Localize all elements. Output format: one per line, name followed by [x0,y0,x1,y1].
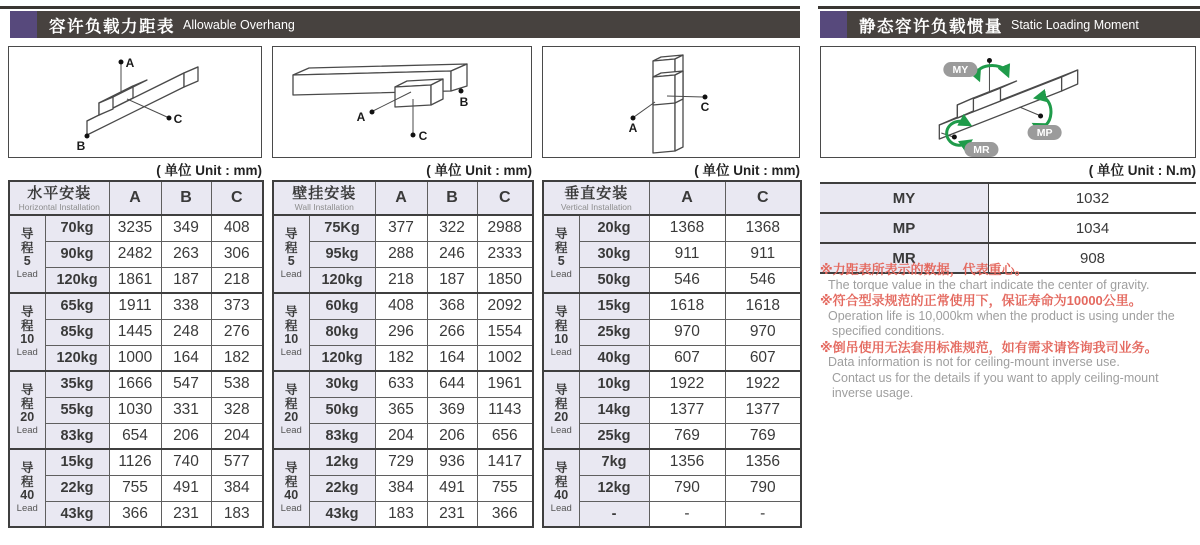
load-cell: 14kg [579,397,649,423]
value-cell: 2092 [477,293,533,319]
value-cell: 3235 [109,215,161,241]
table-row [9,345,263,371]
value-cell: 1126 [109,449,161,475]
value-cell: 306 [211,241,263,267]
value-cell: 369 [427,397,477,423]
table-row [9,293,263,319]
value-cell: 769 [649,423,725,449]
load-cell: 43kg [45,501,109,527]
overhang-table-wall [272,180,534,528]
svg-text:C: C [173,112,183,126]
load-cell: 20kg [579,215,649,241]
value-cell: 1002 [477,345,533,371]
moment-table [820,182,1196,274]
table-row [9,319,263,345]
load-cell: 90kg [45,241,109,267]
load-cell: 55kg [45,397,109,423]
carriage-block [653,71,683,105]
value-cell: 1850 [477,267,533,293]
horizontal-installation-diagram [8,46,262,158]
unit-label-mm: ( 单位 Unit : mm) [156,163,262,178]
table-row [9,501,263,527]
value-cell: 266 [427,319,477,345]
moment-value-my: 1032 [989,183,1197,213]
value-cell: 2482 [109,241,161,267]
table-row [543,475,801,501]
moment-label-mp: MP [820,213,989,243]
value-cell: 218 [211,267,263,293]
table-row [273,215,533,241]
value-cell: 1554 [477,319,533,345]
load-cell: 120kg [45,267,109,293]
table-row [9,423,263,449]
svg-text:A: A [125,56,135,70]
value-cell: 936 [427,449,477,475]
table-row [820,183,1196,213]
note-line-en: The torque value in the chart indicate the center of gravity. [828,277,1150,292]
table-row [273,267,533,293]
value-cell: 331 [161,397,211,423]
table-row [9,241,263,267]
value-cell: 183 [211,501,263,527]
table-title-zh: 垂直安装 [564,184,629,202]
lead-label: 导 程 5 Lead [543,215,579,293]
lead-label: 导 程 20 Lead [9,371,45,449]
lead-label: 导 程 5 Lead [9,215,45,293]
note-line-en: Operation life is 10,000km when the product is using under the [828,308,1175,323]
value-cell: 633 [375,371,427,397]
load-cell: 83kg [309,423,375,449]
lead-label: 导 程 10 Lead [9,293,45,371]
column-header: A [375,181,427,215]
table-title-en: Wall Installation [294,201,354,212]
value-cell: 790 [725,475,801,501]
section-header-overhang [0,6,800,38]
table-row [9,371,263,397]
unit-label-mm: ( 单位 Unit : mm) [426,163,532,178]
table-row [9,475,263,501]
table-row [9,397,263,423]
value-cell: 1143 [477,397,533,423]
load-cell: 50kg [309,397,375,423]
lead-label: 导 程 20 Lead [273,371,309,449]
value-cell: 1000 [109,345,161,371]
value-cell: 1417 [477,449,533,475]
value-cell: 911 [649,241,725,267]
load-cell: 15kg [579,293,649,319]
column-header: A [649,181,725,215]
value-cell: 1445 [109,319,161,345]
value-cell: 164 [427,345,477,371]
load-cell: 35kg [45,371,109,397]
value-cell: 276 [211,319,263,345]
load-cell: 22kg [45,475,109,501]
moment-title-bar [847,11,1200,38]
note-line-en: specified conditions. [832,324,945,338]
overhang-table-vertical [542,180,802,528]
value-cell: 1861 [109,267,161,293]
lead-label: 导 程 5 Lead [273,215,309,293]
table-row [273,319,533,345]
value-cell: 740 [161,449,211,475]
table-title-en: Vertical Installation [560,201,632,212]
value-cell: 377 [375,215,427,241]
note-line-en: inverse usage. [832,386,914,400]
table-title-zh: 壁挂安装 [292,184,357,202]
value-cell: 546 [649,267,725,293]
value-cell: 538 [211,371,263,397]
svg-text:B: B [76,139,86,153]
svg-text:B: B [459,95,469,109]
value-cell: 1618 [725,293,801,319]
value-cell: 2988 [477,215,533,241]
unit-label-mm: ( 单位 Unit : mm) [694,163,800,178]
load-cell: 43kg [309,501,375,527]
value-cell: 1618 [649,293,725,319]
value-cell: 970 [649,319,725,345]
section-header-moment [818,6,1200,38]
moment-value-mr: 908 [989,243,1197,273]
value-cell: 755 [477,475,533,501]
value-cell: 384 [375,475,427,501]
value-cell: 911 [725,241,801,267]
table-title [273,181,375,215]
value-cell: 1368 [725,215,801,241]
value-cell: 2333 [477,241,533,267]
load-cell: 50kg [579,267,649,293]
value-cell: 607 [649,345,725,371]
column-header: A [109,181,161,215]
value-cell: 769 [725,423,801,449]
load-cell: 12kg [309,449,375,475]
value-cell: 644 [427,371,477,397]
top-rule [0,6,800,9]
value-cell: 384 [211,475,263,501]
value-cell: 206 [161,423,211,449]
my-rotation-arrow [977,65,1006,76]
table-row [273,241,533,267]
load-cell: 120kg [309,267,375,293]
table-row [543,319,801,345]
value-cell: - [725,501,801,527]
value-cell: 206 [427,423,477,449]
table-row [543,215,801,241]
moment-label-mr: MR [820,243,989,273]
table-row [273,449,533,475]
accent-square [820,11,847,38]
table-row [9,215,263,241]
value-cell: 654 [109,423,161,449]
value-cell: 1368 [649,215,725,241]
value-cell: 164 [161,345,211,371]
value-cell: 373 [211,293,263,319]
value-cell: 338 [161,293,211,319]
lead-label: 导 程 10 Lead [543,293,579,371]
load-cell: 65kg [45,293,109,319]
value-cell: 577 [211,449,263,475]
moment-title-en: Static Loading Moment [1011,17,1139,32]
value-cell: 547 [161,371,211,397]
load-cell: 85kg [45,319,109,345]
load-cell: 12kg [579,475,649,501]
accent-square [10,11,37,38]
load-cell: 10kg [579,371,649,397]
value-cell: 231 [427,501,477,527]
value-cell: - [649,501,725,527]
value-cell: 246 [427,241,477,267]
svg-text:MR: MR [973,144,990,156]
svg-text:C: C [700,100,710,114]
load-cell: 75Kg [309,215,375,241]
carriage-block [395,79,443,107]
table-row [273,293,533,319]
svg-text:MP: MP [1036,127,1053,139]
table-title-zh: 水平安装 [27,184,92,202]
load-cell: 80kg [309,319,375,345]
moment-title-zh: 静态容许负载惯量 [859,17,1003,36]
note-line-en: Data information is not for ceiling-mount inverse use. [828,355,1120,369]
static-moment-diagram [820,46,1196,158]
value-cell: 1030 [109,397,161,423]
value-cell: 729 [375,449,427,475]
value-cell: 1922 [725,371,801,397]
load-cell: 25kg [579,423,649,449]
notes [820,262,1200,402]
value-cell: 491 [427,475,477,501]
value-cell: 204 [375,423,427,449]
table-row [543,267,801,293]
table-row [9,449,263,475]
value-cell: 187 [161,267,211,293]
table-title [9,181,109,215]
table-row [543,371,801,397]
note-line-en: Contact us for the details if you want to apply ceiling-mount [832,370,1159,385]
value-cell: 368 [427,293,477,319]
value-cell: 204 [211,423,263,449]
lead-label: 导 程 20 Lead [543,371,579,449]
vertical-installation-diagram [542,46,800,158]
value-cell: 408 [375,293,427,319]
svg-text:MY: MY [952,64,969,76]
table-row [820,213,1196,243]
value-cell: 408 [211,215,263,241]
table-title-en: Horizontal Installation [18,201,100,212]
value-cell: 1961 [477,371,533,397]
lead-label: 导 程 40 Lead [9,449,45,527]
value-cell: 182 [211,345,263,371]
value-cell: 546 [725,267,801,293]
column-header: B [427,181,477,215]
note-line-zh: ※符合型录规范的正常使用下，保证寿命为10000公里。 [820,293,1142,308]
table-row [273,371,533,397]
value-cell: 263 [161,241,211,267]
overhang-table-horizontal [8,180,264,528]
column-header: C [477,181,533,215]
value-cell: 790 [649,475,725,501]
value-cell: 1356 [649,449,725,475]
value-cell: 970 [725,319,801,345]
svg-text:A: A [356,110,366,124]
moment-label-my: MY [820,183,989,213]
load-cell: 7kg [579,449,649,475]
table-row [273,501,533,527]
value-cell: 1666 [109,371,161,397]
load-cell: 95kg [309,241,375,267]
unit-label-nm: ( 单位 Unit : N.m) [1088,163,1196,178]
load-cell: 22kg [309,475,375,501]
table-row [273,345,533,371]
value-cell: 366 [477,501,533,527]
value-cell: 1911 [109,293,161,319]
table-row [543,423,801,449]
value-cell: 1922 [649,371,725,397]
value-cell: 607 [725,345,801,371]
overhang-title-en: Allowable Overhang [183,17,295,32]
table-row [273,397,533,423]
load-cell: 83kg [45,423,109,449]
load-cell: 30kg [309,371,375,397]
overhang-title-zh: 容许负载力距表 [49,17,175,36]
note-line-zh: ※倒吊使用无法套用标准规范，如有需求请咨询我司业务。 [820,339,1158,355]
lead-label: 导 程 40 Lead [273,449,309,527]
note-line-zh: ※力距表所表示的数据，代表重心。 [820,262,1028,277]
column-header: B [161,181,211,215]
table-row [543,241,801,267]
value-cell: 1356 [725,449,801,475]
value-cell: 187 [427,267,477,293]
load-cell: 40kg [579,345,649,371]
load-cell: 60kg [309,293,375,319]
value-cell: 328 [211,397,263,423]
value-cell: 491 [161,475,211,501]
value-cell: 349 [161,215,211,241]
value-cell: 183 [375,501,427,527]
svg-text:C: C [418,129,428,143]
table-row [273,475,533,501]
value-cell: 288 [375,241,427,267]
moment-value-mp: 1034 [989,213,1197,243]
value-cell: 365 [375,397,427,423]
mp-rotation-arrow [1038,97,1051,127]
wall-installation-diagram [272,46,532,158]
value-cell: 656 [477,423,533,449]
column-header: C [211,181,263,215]
load-cell: 25kg [579,319,649,345]
load-cell: 70kg [45,215,109,241]
table-row [9,267,263,293]
value-cell: 248 [161,319,211,345]
value-cell: 366 [109,501,161,527]
load-cell: 120kg [309,345,375,371]
value-cell: 1377 [649,397,725,423]
table-row [543,345,801,371]
value-cell: 755 [109,475,161,501]
top-rule [818,6,1200,9]
load-cell: 15kg [45,449,109,475]
overhang-title-bar [37,11,800,38]
value-cell: 322 [427,215,477,241]
table-row [543,397,801,423]
column-header: C [725,181,801,215]
lead-label: 导 程 10 Lead [273,293,309,371]
value-cell: 231 [161,501,211,527]
table-row [543,449,801,475]
svg-text:A: A [628,121,638,135]
table-row [273,423,533,449]
load-cell: 120kg [45,345,109,371]
value-cell: 218 [375,267,427,293]
value-cell: 1377 [725,397,801,423]
value-cell: 182 [375,345,427,371]
load-cell: - [579,501,649,527]
table-row [543,293,801,319]
table-row [543,501,801,527]
lead-label: 导 程 40 Lead [543,449,579,527]
value-cell: 296 [375,319,427,345]
load-cell: 30kg [579,241,649,267]
table-title [543,181,649,215]
